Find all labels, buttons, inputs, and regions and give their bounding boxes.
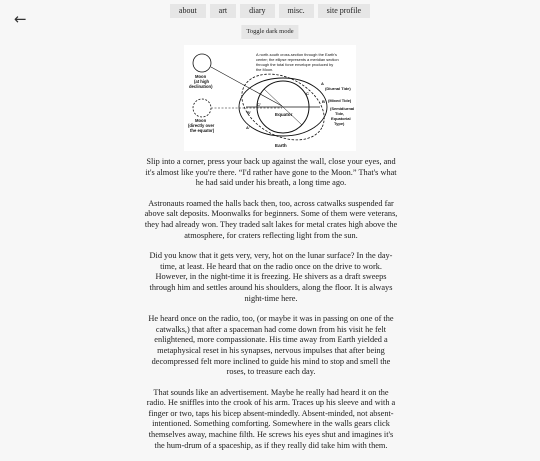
point-a: A [321, 81, 324, 86]
tide-diagram [184, 45, 356, 151]
toggle-dark-mode-button[interactable]: Toggle dark mode [241, 25, 298, 39]
caption-line-4: the Moon. [256, 67, 274, 72]
nav-misc[interactable]: misc. [279, 4, 314, 18]
paragraph-5: That sounds like an advertisement. Maybe he really had heard it on the radio. He sniffles into the crook of his arm. Traces up his sleeve and with a finger or two, taps his bicep absent-mindedly. Absent-minded, not absent-intentioned. Something comforting. Somewhere in the walls gears click themselves away, machine filth. He screws his eyes shut and imagines it's the hum-drum of a spaceship, as if they really did take him with them. [146, 387, 396, 450]
tidal-ellipse-dashed [231, 61, 336, 151]
diurnal-tide-label: (Diurnal Tide) [325, 86, 351, 91]
moon-high-label-2: (at high [194, 79, 210, 84]
top-nav [0, 4, 540, 18]
semidiurnal-label-2: Tide, [335, 111, 345, 116]
nav-site-profile[interactable]: site profile [318, 4, 370, 18]
moon-equator-label-3: the equator) [190, 128, 215, 133]
paragraph-3: Did you know that it gets very, very, hot on the lunar surface? In the day-time, at least. He heard that on the radio once on the drive to work. However, in the night-time it is freezing. He shivers as a draft sweeps through him and settles around his shoulders, along the floor. It is always night-time here. [149, 251, 393, 303]
caption-line-1: A north-south cross-section through the Earth's [256, 52, 337, 57]
mixed-tide-label: (Mixed Tide) [328, 98, 352, 103]
nav-art[interactable]: art [210, 4, 236, 18]
diary-entry [144, 157, 398, 461]
moon-equator-circle [193, 99, 211, 117]
paragraph-4: He heard once on the radio, too, (or maybe it was in passing on one of the catwalks,) that after a spaceman had come down from his visit he felt enlightened, more compassionate. His time away from Earth yielded a metaphysical reset in his synapses, nervous impulses that after being decompressed felt more inclined to guide his mind to stop and smell the roses, to treasure each day. [148, 314, 394, 377]
earth-label: Earth [275, 143, 287, 148]
semidiurnal-label-4: Type) [334, 121, 345, 126]
moon-high-label-1: Moon [195, 74, 207, 79]
point-c: C [306, 91, 309, 96]
moon-high-label-3: declination) [189, 84, 213, 89]
paragraph-2: Astronauts roamed the halls back then, too, across catwalks suspended far above salt deposits. Moonwalks for beginners. Some of them were veterans, they had already won. They traded salt lakes for metal crates high above the atmosphere, for craters reflecting light from the sun. [144, 198, 398, 240]
point-b: B [322, 99, 325, 104]
paragraph-1: Slip into a corner, press your back up against the wall, close your eyes, and it's almost like you're there. “I'd rather have gone to the Moon.” That's what he had said under his breath, a long time ago. [145, 157, 397, 188]
semidiurnal-label-1: (Semidiurnal [330, 106, 355, 111]
line-moon-high [211, 67, 282, 106]
nav-diary[interactable]: diary [240, 4, 274, 18]
point-c-prime: C' [257, 102, 261, 107]
equator-label: Equator [275, 112, 293, 117]
caption-line-3: through the total force envelope produced by [256, 62, 334, 67]
semidiurnal-label-3: Equatorial [331, 116, 351, 121]
moon-equator-label-1: Moon [195, 118, 207, 123]
moon-high-circle [193, 54, 211, 72]
moon-equator-label-2: (directly over [188, 123, 215, 128]
back-arrow-icon[interactable]: ← [14, 10, 27, 28]
point-a-prime: A' [246, 125, 250, 130]
caption-line-2: center; the ellipse represents a meridian section [256, 57, 339, 62]
point-b-prime: B' [247, 110, 251, 115]
nav-about[interactable]: about [170, 4, 206, 18]
tide-diagram-svg [184, 45, 356, 151]
